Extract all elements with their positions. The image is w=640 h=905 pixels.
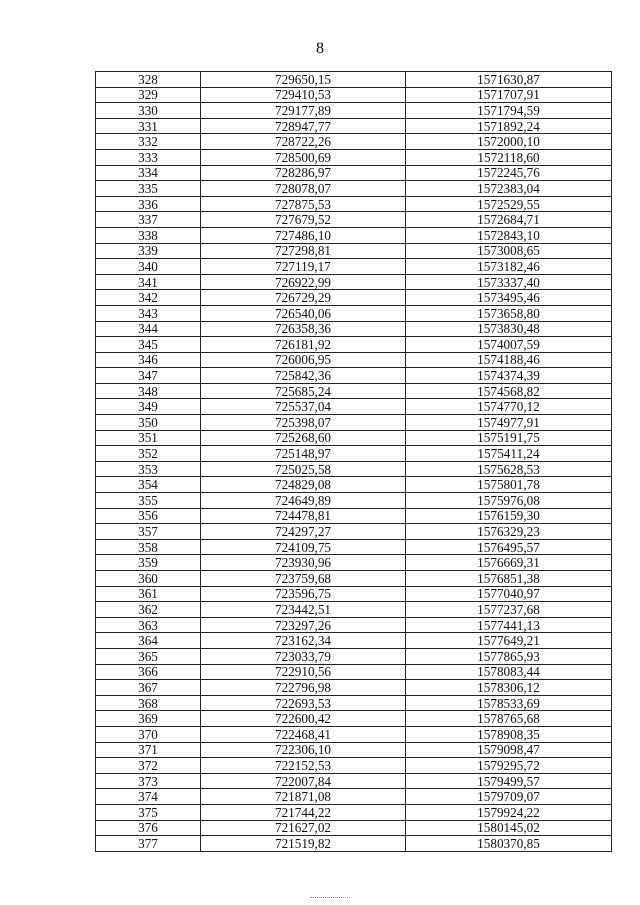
table-row [96,836,612,852]
point-number-cell: 352 [96,446,201,462]
point-number-cell: 356 [96,508,201,524]
table-row [96,259,612,275]
table-row [96,415,612,431]
table-row [96,118,612,134]
y-coordinate-cell: 1578306,12 [406,680,612,696]
y-coordinate-cell: 1574977,91 [406,415,612,431]
table-row [96,711,612,727]
x-coordinate-cell: 726358,36 [201,321,406,337]
point-number-cell: 336 [96,196,201,212]
y-coordinate-cell: 1576495,57 [406,539,612,555]
y-coordinate-cell: 1573495,46 [406,290,612,306]
table-row [96,165,612,181]
point-number-cell: 373 [96,773,201,789]
y-coordinate-cell: 1580145,02 [406,820,612,836]
table-row [96,493,612,509]
point-number-cell: 328 [96,72,201,88]
point-number-cell: 363 [96,617,201,633]
table-row [96,664,612,680]
table-row [96,383,612,399]
y-coordinate-cell: 1572684,71 [406,212,612,228]
x-coordinate-cell: 725148,97 [201,446,406,462]
table-row [96,352,612,368]
y-coordinate-cell: 1576851,38 [406,571,612,587]
page-number: 8 [316,40,324,57]
y-coordinate-cell: 1579499,57 [406,773,612,789]
x-coordinate-cell: 728722,26 [201,134,406,150]
point-number-cell: 353 [96,461,201,477]
point-number-cell: 377 [96,836,201,852]
point-number-cell: 346 [96,352,201,368]
point-number-cell: 376 [96,820,201,836]
point-number-cell: 347 [96,368,201,384]
table-row [96,196,612,212]
x-coordinate-cell: 722693,53 [201,695,406,711]
table-row [96,742,612,758]
point-number-cell: 344 [96,321,201,337]
x-coordinate-cell: 728947,77 [201,118,406,134]
y-coordinate-cell: 1575976,08 [406,493,612,509]
x-coordinate-cell: 727298,81 [201,243,406,259]
x-coordinate-cell: 725025,58 [201,461,406,477]
x-coordinate-cell: 728500,69 [201,149,406,165]
point-number-cell: 366 [96,664,201,680]
table-row [96,508,612,524]
y-coordinate-cell: 1577865,93 [406,648,612,664]
point-number-cell: 369 [96,711,201,727]
x-coordinate-cell: 721519,82 [201,836,406,852]
y-coordinate-cell: 1580370,85 [406,836,612,852]
x-coordinate-cell: 725842,36 [201,368,406,384]
table-row [96,602,612,618]
y-coordinate-cell: 1573830,48 [406,321,612,337]
y-coordinate-cell: 1573337,40 [406,274,612,290]
table-row [96,617,612,633]
table-row [96,477,612,493]
table-row [96,773,612,789]
x-coordinate-cell: 724829,08 [201,477,406,493]
x-coordinate-cell: 724109,75 [201,539,406,555]
x-coordinate-cell: 723930,96 [201,555,406,571]
table-row [96,633,612,649]
y-coordinate-cell: 1575191,75 [406,430,612,446]
table-row [96,461,612,477]
table-row [96,804,612,820]
y-coordinate-cell: 1571794,59 [406,103,612,119]
table-body [96,72,612,852]
point-number-cell: 348 [96,383,201,399]
point-number-cell: 341 [96,274,201,290]
x-coordinate-cell: 724649,89 [201,493,406,509]
y-coordinate-cell: 1579295,72 [406,758,612,774]
x-coordinate-cell: 729177,89 [201,103,406,119]
table-row [96,305,612,321]
x-coordinate-cell: 722910,56 [201,664,406,680]
x-coordinate-cell: 721744,22 [201,804,406,820]
y-coordinate-cell: 1577649,21 [406,633,612,649]
point-number-cell: 372 [96,758,201,774]
point-number-cell: 334 [96,165,201,181]
y-coordinate-cell: 1579098,47 [406,742,612,758]
y-coordinate-cell: 1577237,68 [406,602,612,618]
table-row [96,243,612,259]
x-coordinate-cell: 725268,60 [201,430,406,446]
x-coordinate-cell: 723162,34 [201,633,406,649]
y-coordinate-cell: 1578533,69 [406,695,612,711]
x-coordinate-cell: 728286,97 [201,165,406,181]
x-coordinate-cell: 722600,42 [201,711,406,727]
table-row [96,290,612,306]
point-number-cell: 330 [96,103,201,119]
y-coordinate-cell: 1574770,12 [406,399,612,415]
y-coordinate-cell: 1572245,76 [406,165,612,181]
point-number-cell: 329 [96,87,201,103]
point-number-cell: 339 [96,243,201,259]
y-coordinate-cell: 1571707,91 [406,87,612,103]
point-number-cell: 335 [96,181,201,197]
x-coordinate-cell: 723297,26 [201,617,406,633]
table-row [96,321,612,337]
point-number-cell: 367 [96,680,201,696]
x-coordinate-cell: 723442,51 [201,602,406,618]
y-coordinate-cell: 1574188,46 [406,352,612,368]
table-row [96,539,612,555]
y-coordinate-cell: 1571630,87 [406,72,612,88]
table-row [96,134,612,150]
x-coordinate-cell: 727679,52 [201,212,406,228]
point-number-cell: 349 [96,399,201,415]
y-coordinate-cell: 1572843,10 [406,227,612,243]
table-row [96,72,612,88]
point-number-cell: 360 [96,571,201,587]
coordinates-table [95,71,612,852]
x-coordinate-cell: 725685,24 [201,383,406,399]
table-row [96,399,612,415]
x-coordinate-cell: 726922,99 [201,274,406,290]
table-row [96,695,612,711]
x-coordinate-cell: 723759,68 [201,571,406,587]
table-row [96,758,612,774]
table-row [96,648,612,664]
x-coordinate-cell: 722152,53 [201,758,406,774]
point-number-cell: 365 [96,648,201,664]
point-number-cell: 374 [96,789,201,805]
x-coordinate-cell: 726729,29 [201,290,406,306]
y-coordinate-cell: 1579924,22 [406,804,612,820]
table-row [96,726,612,742]
point-number-cell: 340 [96,259,201,275]
x-coordinate-cell: 722468,41 [201,726,406,742]
x-coordinate-cell: 727486,10 [201,227,406,243]
y-coordinate-cell: 1576159,30 [406,508,612,524]
point-number-cell: 333 [96,149,201,165]
point-number-cell: 357 [96,524,201,540]
table-row [96,227,612,243]
table-row [96,430,612,446]
point-number-cell: 338 [96,227,201,243]
point-number-cell: 350 [96,415,201,431]
y-coordinate-cell: 1576669,31 [406,555,612,571]
x-coordinate-cell: 723033,79 [201,648,406,664]
y-coordinate-cell: 1572118,60 [406,149,612,165]
y-coordinate-cell: 1573182,46 [406,259,612,275]
x-coordinate-cell: 729650,15 [201,72,406,88]
table-row [96,680,612,696]
y-coordinate-cell: 1578083,44 [406,664,612,680]
y-coordinate-cell: 1575801,78 [406,477,612,493]
table-row [96,87,612,103]
table-row [96,555,612,571]
point-number-cell: 375 [96,804,201,820]
y-coordinate-cell: 1575628,53 [406,461,612,477]
point-number-cell: 343 [96,305,201,321]
x-coordinate-cell: 722306,10 [201,742,406,758]
point-number-cell: 331 [96,118,201,134]
x-coordinate-cell: 726540,06 [201,305,406,321]
table-row [96,181,612,197]
point-number-cell: 358 [96,539,201,555]
y-coordinate-cell: 1576329,23 [406,524,612,540]
x-coordinate-cell: 726006,95 [201,352,406,368]
table-row [96,446,612,462]
x-coordinate-cell: 722796,98 [201,680,406,696]
point-number-cell: 364 [96,633,201,649]
table-row [96,820,612,836]
x-coordinate-cell: 721871,08 [201,789,406,805]
y-coordinate-cell: 1577441,13 [406,617,612,633]
y-coordinate-cell: 1572383,04 [406,181,612,197]
y-coordinate-cell: 1578765,68 [406,711,612,727]
x-coordinate-cell: 727119,17 [201,259,406,275]
table-row [96,571,612,587]
point-number-cell: 351 [96,430,201,446]
table-row [96,586,612,602]
point-number-cell: 361 [96,586,201,602]
y-coordinate-cell: 1572000,10 [406,134,612,150]
y-coordinate-cell: 1578908,35 [406,726,612,742]
y-coordinate-cell: 1577040,97 [406,586,612,602]
y-coordinate-cell: 1573658,80 [406,305,612,321]
y-coordinate-cell: 1572529,55 [406,196,612,212]
table-row [96,274,612,290]
x-coordinate-cell: 724297,27 [201,524,406,540]
x-coordinate-cell: 724478,81 [201,508,406,524]
point-number-cell: 362 [96,602,201,618]
x-coordinate-cell: 727875,53 [201,196,406,212]
point-number-cell: 370 [96,726,201,742]
x-coordinate-cell: 729410,53 [201,87,406,103]
table-row [96,103,612,119]
point-number-cell: 337 [96,212,201,228]
point-number-cell: 359 [96,555,201,571]
x-coordinate-cell: 722007,84 [201,773,406,789]
table-row [96,212,612,228]
table-row [96,368,612,384]
y-coordinate-cell: 1573008,65 [406,243,612,259]
table-row [96,524,612,540]
x-coordinate-cell: 725537,04 [201,399,406,415]
scan-artifact-mark [310,897,350,899]
x-coordinate-cell: 723596,75 [201,586,406,602]
y-coordinate-cell: 1574374,39 [406,368,612,384]
table-row [96,789,612,805]
x-coordinate-cell: 728078,07 [201,181,406,197]
x-coordinate-cell: 721627,02 [201,820,406,836]
point-number-cell: 355 [96,493,201,509]
y-coordinate-cell: 1571892,24 [406,118,612,134]
table-row [96,337,612,353]
x-coordinate-cell: 726181,92 [201,337,406,353]
table-row [96,149,612,165]
point-number-cell: 368 [96,695,201,711]
point-number-cell: 342 [96,290,201,306]
y-coordinate-cell: 1579709,07 [406,789,612,805]
point-number-cell: 345 [96,337,201,353]
point-number-cell: 371 [96,742,201,758]
point-number-cell: 332 [96,134,201,150]
y-coordinate-cell: 1575411,24 [406,446,612,462]
point-number-cell: 354 [96,477,201,493]
y-coordinate-cell: 1574007,59 [406,337,612,353]
x-coordinate-cell: 725398,07 [201,415,406,431]
y-coordinate-cell: 1574568,82 [406,383,612,399]
